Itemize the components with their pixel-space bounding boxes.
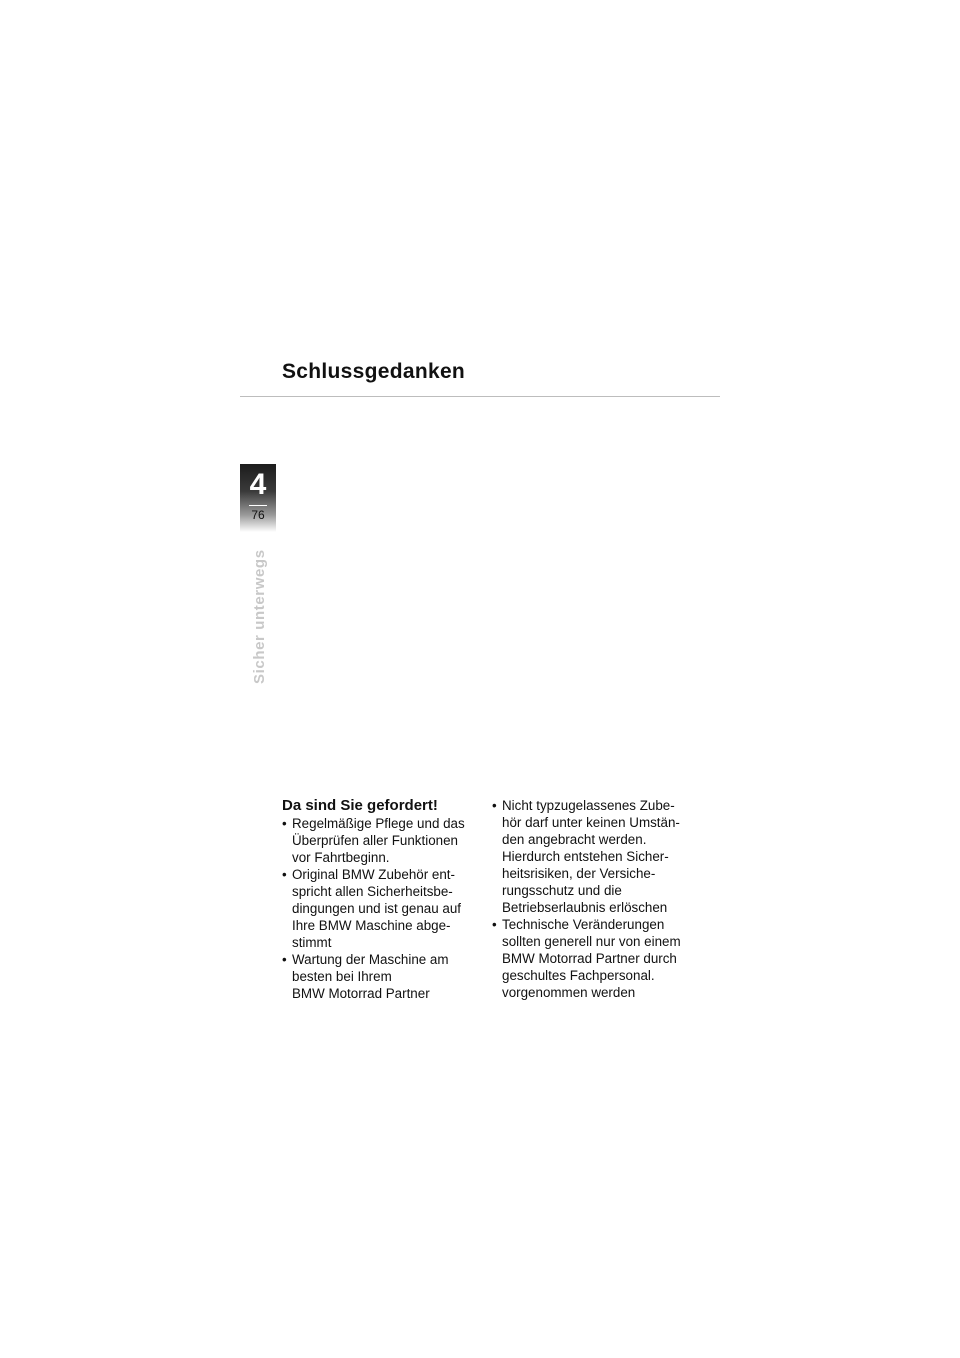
bullet-icon: • (282, 816, 287, 831)
list-item: • Technische Veränderungen sollten generell nur von einem BMW Motorrad Partner durch geschultes Fachpersonal. vorgenommen werden (492, 917, 681, 1000)
section-side-label: Sicher unterwegs (251, 549, 268, 684)
title-divider (240, 396, 720, 397)
list-item: • Regelmäßige Pflege und das Überprüfen aller Funktionen vor Fahrtbeginn. (282, 816, 465, 865)
list-item: • Wartung der Maschine am besten bei Ihrem BMW Motorrad Partner (282, 952, 449, 1001)
list-item: • Original BMW Zubehör ent- spricht allen Sicherheitsbe- dingungen und ist genau auf Ihre BMW Maschine abge- stimmt (282, 867, 462, 950)
page-number: 76 (251, 508, 265, 522)
bullet-icon: • (492, 917, 497, 932)
section-heading: Da sind Sie gefordert! (282, 797, 438, 814)
chapter-tab-divider (249, 505, 267, 506)
left-bullet-list (282, 815, 482, 1002)
chapter-number: 4 (249, 468, 267, 501)
right-column (492, 797, 702, 1001)
list-item: • Nicht typzugelassenes Zube- hör darf unter keinen Umstän- den angebracht werden. Hierdurch entstehen Sicher- heitsrisiken, der Versiche- rungsschutz und die Betriebserlaubnis erlöschen (492, 798, 680, 915)
bullet-icon: • (492, 798, 497, 813)
bullet-icon: • (282, 952, 287, 967)
left-column (282, 797, 482, 1002)
chapter-tab (240, 464, 276, 532)
page-title: Schlussgedanken (282, 360, 466, 383)
right-bullet-list (492, 797, 702, 1001)
bullet-icon: • (282, 867, 287, 882)
